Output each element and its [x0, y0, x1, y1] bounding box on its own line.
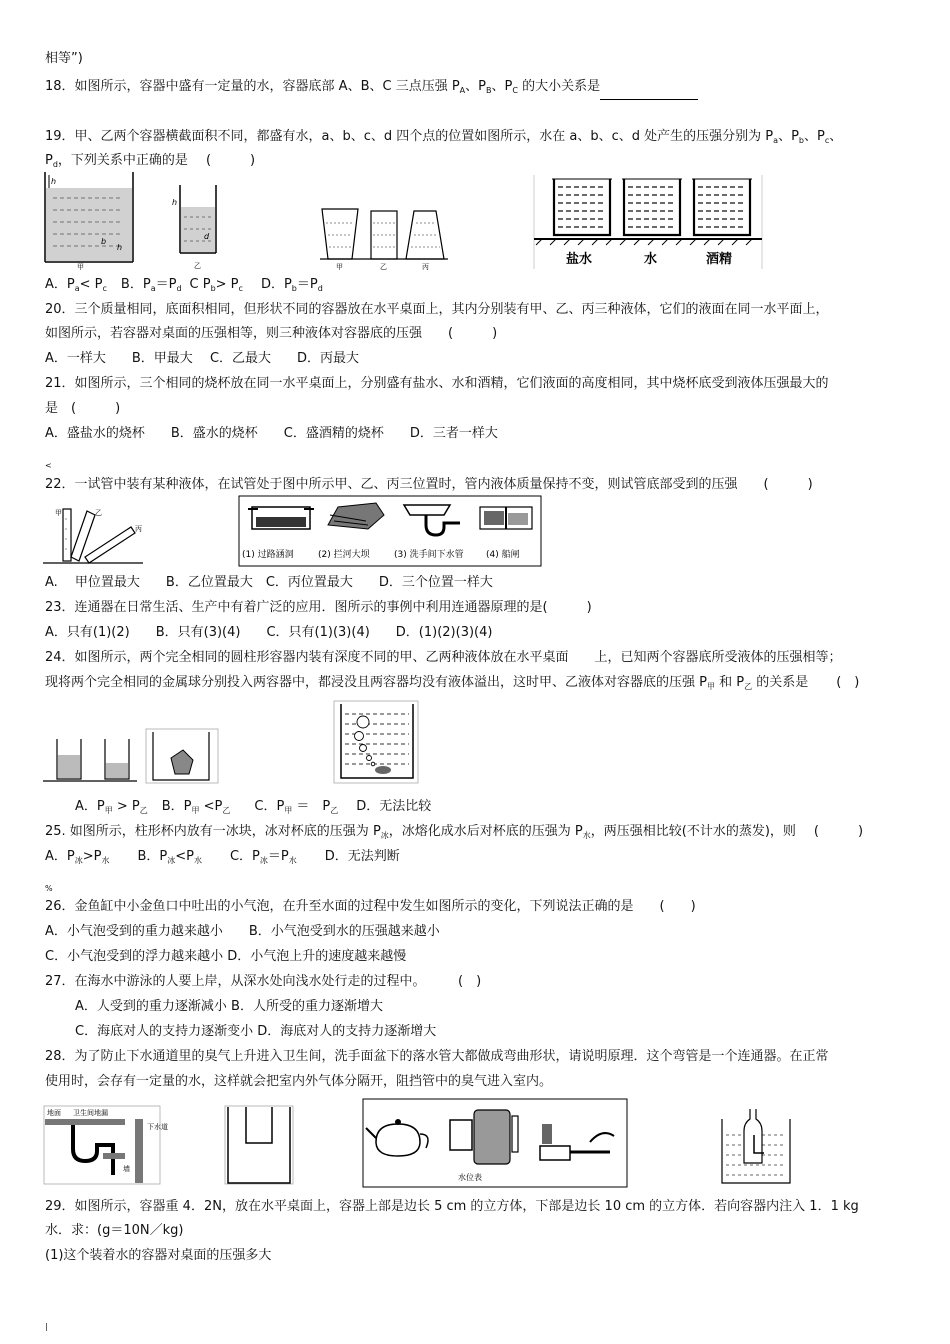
question-22-options: A. 甲位置最大 B．乙位置最大 C．丙位置最大 D．三个位置一样大 [45, 575, 493, 590]
svg-text:甲: 甲 [55, 509, 62, 517]
ship-lock-icon [480, 507, 532, 529]
svg-text:(3) 洗手间下水管: (3) 洗手间下水管 [394, 550, 464, 560]
question-24-options: A．$P_甲 > P_乙$ B．$P_甲 <P_乙$ C．$P_甲$ ＝ $P_乙$ D．无法比较 [75, 799, 432, 815]
question-21-line1: 21．如图所示，三个相同的烧杯放在同一水平桌面上，分别盛有盐水、水和酒精，它们液面的高度相同，其中烧杯底受到液体压强最大的 [45, 376, 829, 391]
svg-text:乙: 乙 [95, 509, 102, 517]
figure-q28-bottle [718, 1105, 794, 1185]
question-26-line1: 26．金鱼缸中小金鱼口中吐出的小气泡，在升至水面的过程中发生如图所示的变化，下列说法正确的是 ( ) [45, 899, 696, 914]
q17-tail: 相等”) [45, 51, 83, 66]
question-25-options: A．$P_冰>P_水$ B．$P_冰<P_水$ C．$P_冰=P_水$ D．无法判断 [45, 849, 400, 865]
figure-q28-u-vessel [224, 1105, 294, 1185]
question-28-line1: 28．为了防止下水通道里的臭气上升进入卫生间，洗手面盆下的落水管大都做成弯曲形状，请说明原理．这个弯管是一个连通器。在正常 [45, 1049, 829, 1064]
question-27-line1: 27．在海水中游泳的人要上岸，从深水处向浅水处行走的过程中。 ( ) [45, 974, 482, 989]
question-29-line2: 水．求：(g＝10N／kg) [45, 1223, 184, 1238]
figure-q20-containers [318, 205, 450, 271]
figure-q19-container-jia [43, 170, 135, 270]
boiler-icon [450, 1110, 518, 1182]
faucet-icon [540, 1124, 614, 1160]
figure-q28-drain [43, 1105, 168, 1185]
svg-text:h: h [51, 177, 57, 186]
question-27-options-1: A．人受到的重力逐渐减小 B．人所受的重力逐渐增大 [75, 999, 383, 1014]
svg-text:甲: 甲 [77, 263, 84, 271]
teapot-icon [366, 1119, 428, 1156]
question-27-options-2: C．海底对人的支持力逐渐变小 D．海底对人的支持力逐渐增大 [75, 1024, 437, 1039]
question-19-line2: $P_d$，下列关系中正确的是 ( ) [45, 153, 256, 169]
svg-text:甲: 甲 [336, 263, 343, 271]
q18-text: 18．如图所示，容器中盛有一定量的水，容器底部 A、B、C 三点压强 P [45, 79, 460, 94]
question-19-line1: 19．甲、乙两个容器横截面积不同，都盛有水，a、b、c、d 四个点的位置如图所示，水在 a、b、c、d 处产生的压强分别为 $P_a$、$P_b$、$P_c$、 [45, 129, 843, 145]
question-21-options: A．盛盐水的烧杯 B．盛水的烧杯 C．盛酒精的烧杯 D．三者一样大 [45, 426, 498, 441]
question-26-options-1: A．小气泡受到的重力越来越小 B．小气泡受到水的压强越来越小 [45, 924, 440, 939]
question-28-line2: 使用时，会存有一定量的水，这样就会把室内外气体分隔开，阻挡管中的臭气进入室内。 [45, 1074, 553, 1089]
question-20-line2: 如图所示，若容器对桌面的压强相等，则三种液体对容器底的压强 ( ) [45, 326, 498, 341]
ice-block-icon [171, 750, 193, 774]
svg-text:丙: 丙 [422, 263, 429, 271]
svg-text:乙: 乙 [380, 263, 387, 271]
svg-text:卫生间地漏: 卫生间地漏 [73, 1109, 108, 1117]
svg-text:乙: 乙 [194, 262, 201, 270]
svg-text:(2) 拦河大坝: (2) 拦河大坝 [318, 550, 370, 560]
question-25-line1: 25. 如图所示，柱形杯内放有一冰块，冰对杯底的压强为 $P_冰$，冰熔化成水后对杯底的压强为 $P_水$，两压强相比较(不计水的蒸发)，则 ( ) [45, 824, 864, 840]
svg-text:水: 水 [644, 252, 658, 267]
stray-mark: | [45, 1322, 48, 1331]
svg-text:d: d [204, 232, 210, 241]
question-22-line1: 22．一试管中装有某种液体，在试管处于图中所示甲、乙、丙三位置时，管内液体质量保持不变，则试管底部受到的压强 ( ) [45, 477, 813, 492]
svg-text:酒精: 酒精 [706, 252, 733, 267]
question-20-line1: 20．三个质量相同，底面积相同，但形状不同的容器放在水平桌面上，其内分别装有甲、乙、丙三种液体，它们的液面在同一水平面上， [45, 302, 829, 317]
svg-text:h: h [117, 243, 123, 252]
question-24-line2: 现将两个完全相同的金属球分别投入两容器中，都浸没且两容器均没有液体溢出，这时甲、乙液体对容器底的压强 $P_甲$ 和 $P_乙$ 的关系是 ( ) [45, 675, 860, 691]
sink-drain-icon [404, 505, 460, 535]
bubbles-icon [355, 716, 375, 766]
question-23-line1: 23．连通器在日常生活、生产中有着广泛的应用．图所示的事例中利用连通器原理的是( ) [45, 600, 592, 615]
svg-text:b: b [101, 237, 107, 246]
figure-q22-test-tubes [43, 505, 145, 567]
figure-q21-beakers [532, 173, 764, 271]
stray-mark: % [45, 884, 53, 893]
figure-q24-cylinders [43, 735, 139, 785]
question-29-line3: (1)这个装着水的容器对桌面的压强多大 [45, 1248, 272, 1263]
svg-text:墙: 墙 [123, 1165, 130, 1173]
dam-icon [328, 503, 384, 529]
svg-text:下水道: 下水道 [147, 1123, 168, 1131]
svg-text:(4) 船闸: (4) 船闸 [486, 550, 520, 560]
svg-text:丙: 丙 [135, 525, 142, 533]
figure-q25-ice-cup [145, 728, 219, 784]
question-21-line2: 是 ( ) [45, 401, 121, 416]
figure-q23-applications [238, 495, 542, 567]
svg-text:地面: 地面 [47, 1109, 61, 1117]
goldfish-icon [375, 766, 391, 774]
question-20-options: A．一样大 B．甲最大 C．乙最大 D．丙最大 [45, 351, 360, 366]
question-26-options-2: C．小气泡受到的浮力越来越小 D．小气泡上升的速度越来越慢 [45, 949, 407, 964]
question-29-line1: 29．如图所示，容器重 4．2N，放在水平桌面上，容器上部是边长 5 cm 的立方体，下部是边长 10 cm 的立方体．若向容器内注入 1．1 kg [45, 1199, 859, 1214]
question-23-options: A．只有(1)(2) B．只有(3)(4) C．只有(1)(3)(4) D．(1)(2)(3)(4) [45, 625, 493, 640]
stray-mark: < [45, 461, 52, 470]
figure-q28-examples [362, 1098, 628, 1188]
svg-text:水位表: 水位表 [458, 1173, 482, 1182]
figure-q19-container-yi [170, 183, 220, 273]
question-18: 18．如图所示，容器中盛有一定量的水，容器底部 A、B、C 三点压强 $P_A$、$P_B$、$P_C$ 的大小关系是 [45, 78, 698, 100]
question-24-line1: 24．如图所示，两个完全相同的圆柱形容器内装有深度不同的甲、乙两种液体放在水平桌面 上，已知两个容器底所受液体的压强相等； [45, 650, 842, 665]
svg-text:h: h [172, 198, 178, 207]
answer-blank [600, 86, 698, 100]
svg-text:(1) 过路涵洞: (1) 过路涵洞 [242, 550, 294, 560]
svg-text:盐水: 盐水 [566, 252, 593, 267]
culvert-icon [248, 507, 314, 529]
question-19-options: A．$P_a< P_c$ B．$P_a=P_d$ C $P_b> P_c$ D．$P_b=P_d$ [45, 277, 323, 293]
figure-q26-fish-tank [333, 700, 419, 784]
